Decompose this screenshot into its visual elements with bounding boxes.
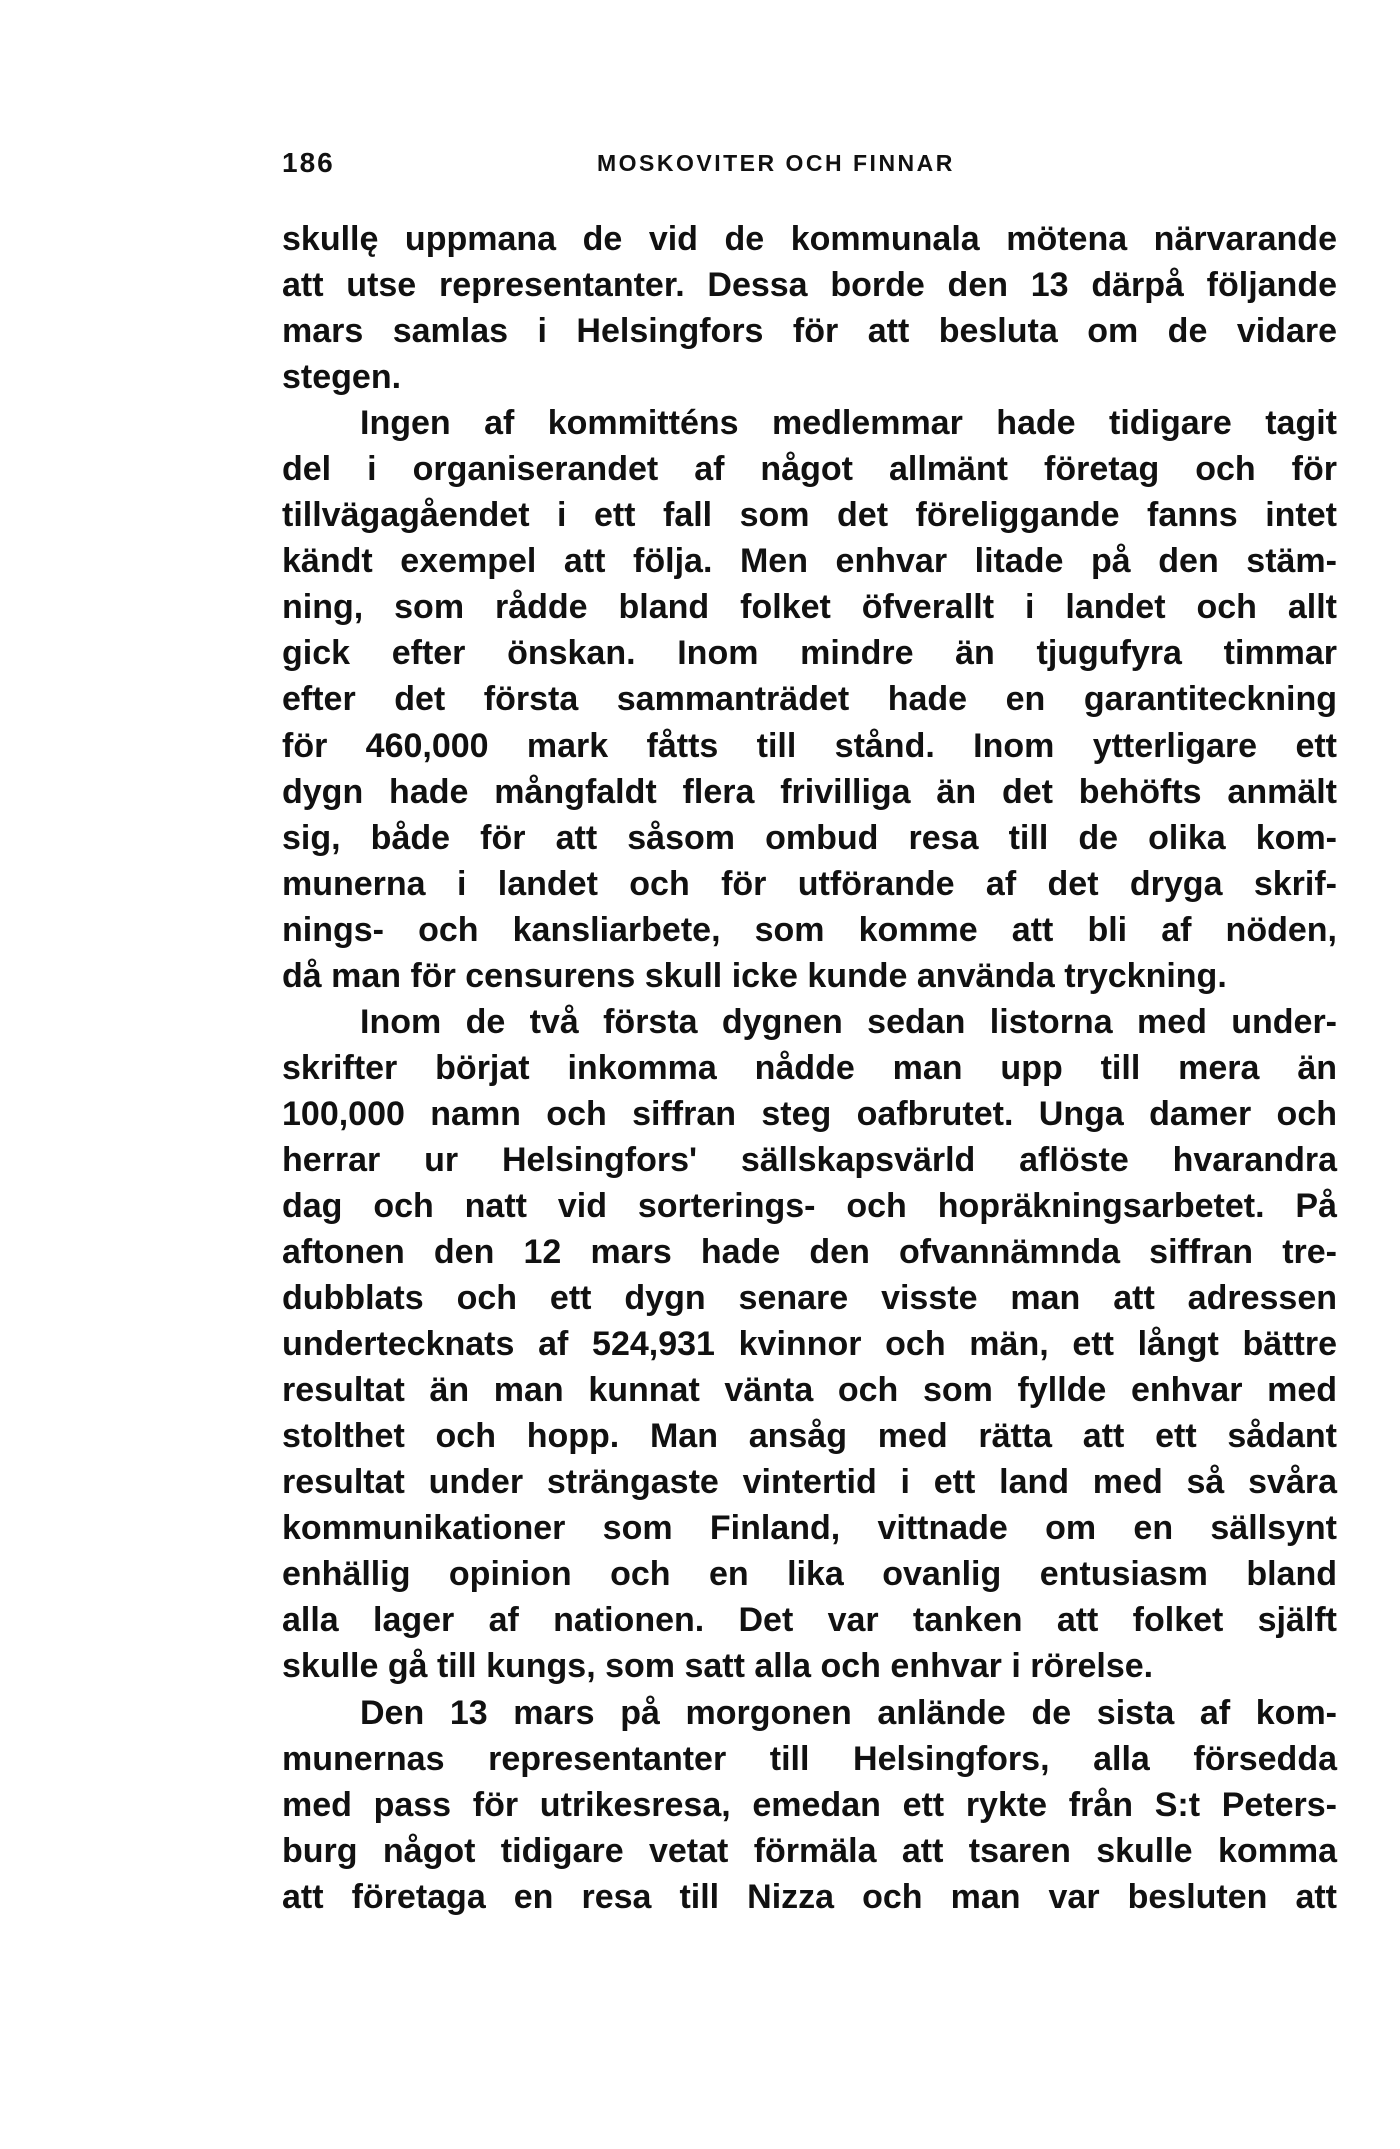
page-number: 186 — [282, 147, 335, 178]
text-line: Den 13 mars på morgonen anlände de sista af kom- — [360, 1693, 1337, 1732]
text-line: ning, som rådde bland folket öfverallt i landet och allt — [282, 588, 1337, 627]
text-line: resultat än man kunnat vänta och som fyllde enhvar med — [282, 1371, 1337, 1410]
text-line: för 460,000 mark fåtts till stånd. Inom ytterligare ett — [282, 726, 1337, 765]
text-line: med pass för utrikesresa, emedan ett rykte från S:t Peters- — [282, 1785, 1337, 1824]
text-line: alla lager af nationen. Det var tanken att folket själft — [282, 1601, 1337, 1640]
text-line: enhällig opinion och en lika ovanlig entusiasm bland — [282, 1555, 1337, 1594]
text-line: gick efter önskan. Inom mindre än tjugufyra timmar — [282, 634, 1337, 673]
text-line: aftonen den 12 mars hade den ofvannämnda siffran tre- — [282, 1233, 1337, 1272]
text-line: dubblats och ett dygn senare visste man att adressen — [282, 1279, 1337, 1318]
text-line: burg något tidigare vetat förmäla att tsaren skulle komma — [282, 1831, 1337, 1870]
page-header — [0, 147, 1400, 187]
text-line: kommunikationer som Finland, vittnade om en sällsynt — [282, 1509, 1337, 1548]
text-line: mars samlas i Helsingfors för att besluta om de vidare — [282, 312, 1337, 351]
text-line: då man för censurens skull icke kunde använda tryckning. — [282, 956, 1227, 995]
text-line: del i organiserandet af något allmänt företag och för — [282, 450, 1337, 489]
text-line: skullę uppmana de vid de kommunala mötena närvarande — [282, 220, 1337, 258]
text-line: 100,000 namn och siffran steg oafbrutet. Unga damer och — [282, 1094, 1337, 1133]
text-line: Ingen af kommitténs medlemmar hade tidigare tagit — [360, 404, 1337, 443]
text-line: att utse representanter. Dessa borde den 13 därpå följande — [282, 266, 1337, 305]
text-line: sig, både för att såsom ombud resa till de olika kom- — [282, 818, 1337, 857]
text-line: tillvägagåendet i ett fall som det föreliggande fanns intet — [282, 496, 1337, 535]
running-head: MOSKOVITER OCH FINNAR — [597, 150, 955, 176]
text-line: resultat under strängaste vintertid i ett land med så svåra — [282, 1463, 1337, 1502]
text-line: Inom de två första dygnen sedan listorna med under- — [360, 1002, 1337, 1041]
text-line: munernas representanter till Helsingfors, alla försedda — [282, 1739, 1337, 1778]
text-line: nings- och kansliarbete, som komme att bli af nöden, — [282, 910, 1337, 949]
body-text — [282, 216, 1337, 1920]
text-line: herrar ur Helsingfors' sällskapsvärld aflöste hvarandra — [282, 1140, 1337, 1179]
text-line: stolthet och hopp. Man ansåg med rätta att ett sådant — [282, 1417, 1337, 1456]
text-line: kändt exempel att följa. Men enhvar litade på den stäm- — [282, 542, 1337, 581]
text-line: stegen. — [282, 358, 402, 397]
text-line: efter det första sammanträdet hade en garantiteckning — [282, 680, 1337, 719]
text-line: munerna i landet och för utförande af det dryga skrif- — [282, 864, 1337, 903]
text-line: skrifter börjat inkomma nådde man upp till mera än — [282, 1048, 1337, 1087]
text-line: undertecknats af 524,931 kvinnor och män, ett långt bättre — [282, 1325, 1337, 1364]
text-line: dag och natt vid sorterings- och hopräkningsarbetet. På — [282, 1186, 1337, 1225]
text-line: skulle gå till kungs, som satt alla och enhvar i rörelse. — [282, 1647, 1154, 1686]
text-line: att företaga en resa till Nizza och man var besluten att — [282, 1877, 1337, 1916]
text-line: dygn hade mångfaldt flera frivilliga än det behöfts anmält — [282, 772, 1337, 811]
